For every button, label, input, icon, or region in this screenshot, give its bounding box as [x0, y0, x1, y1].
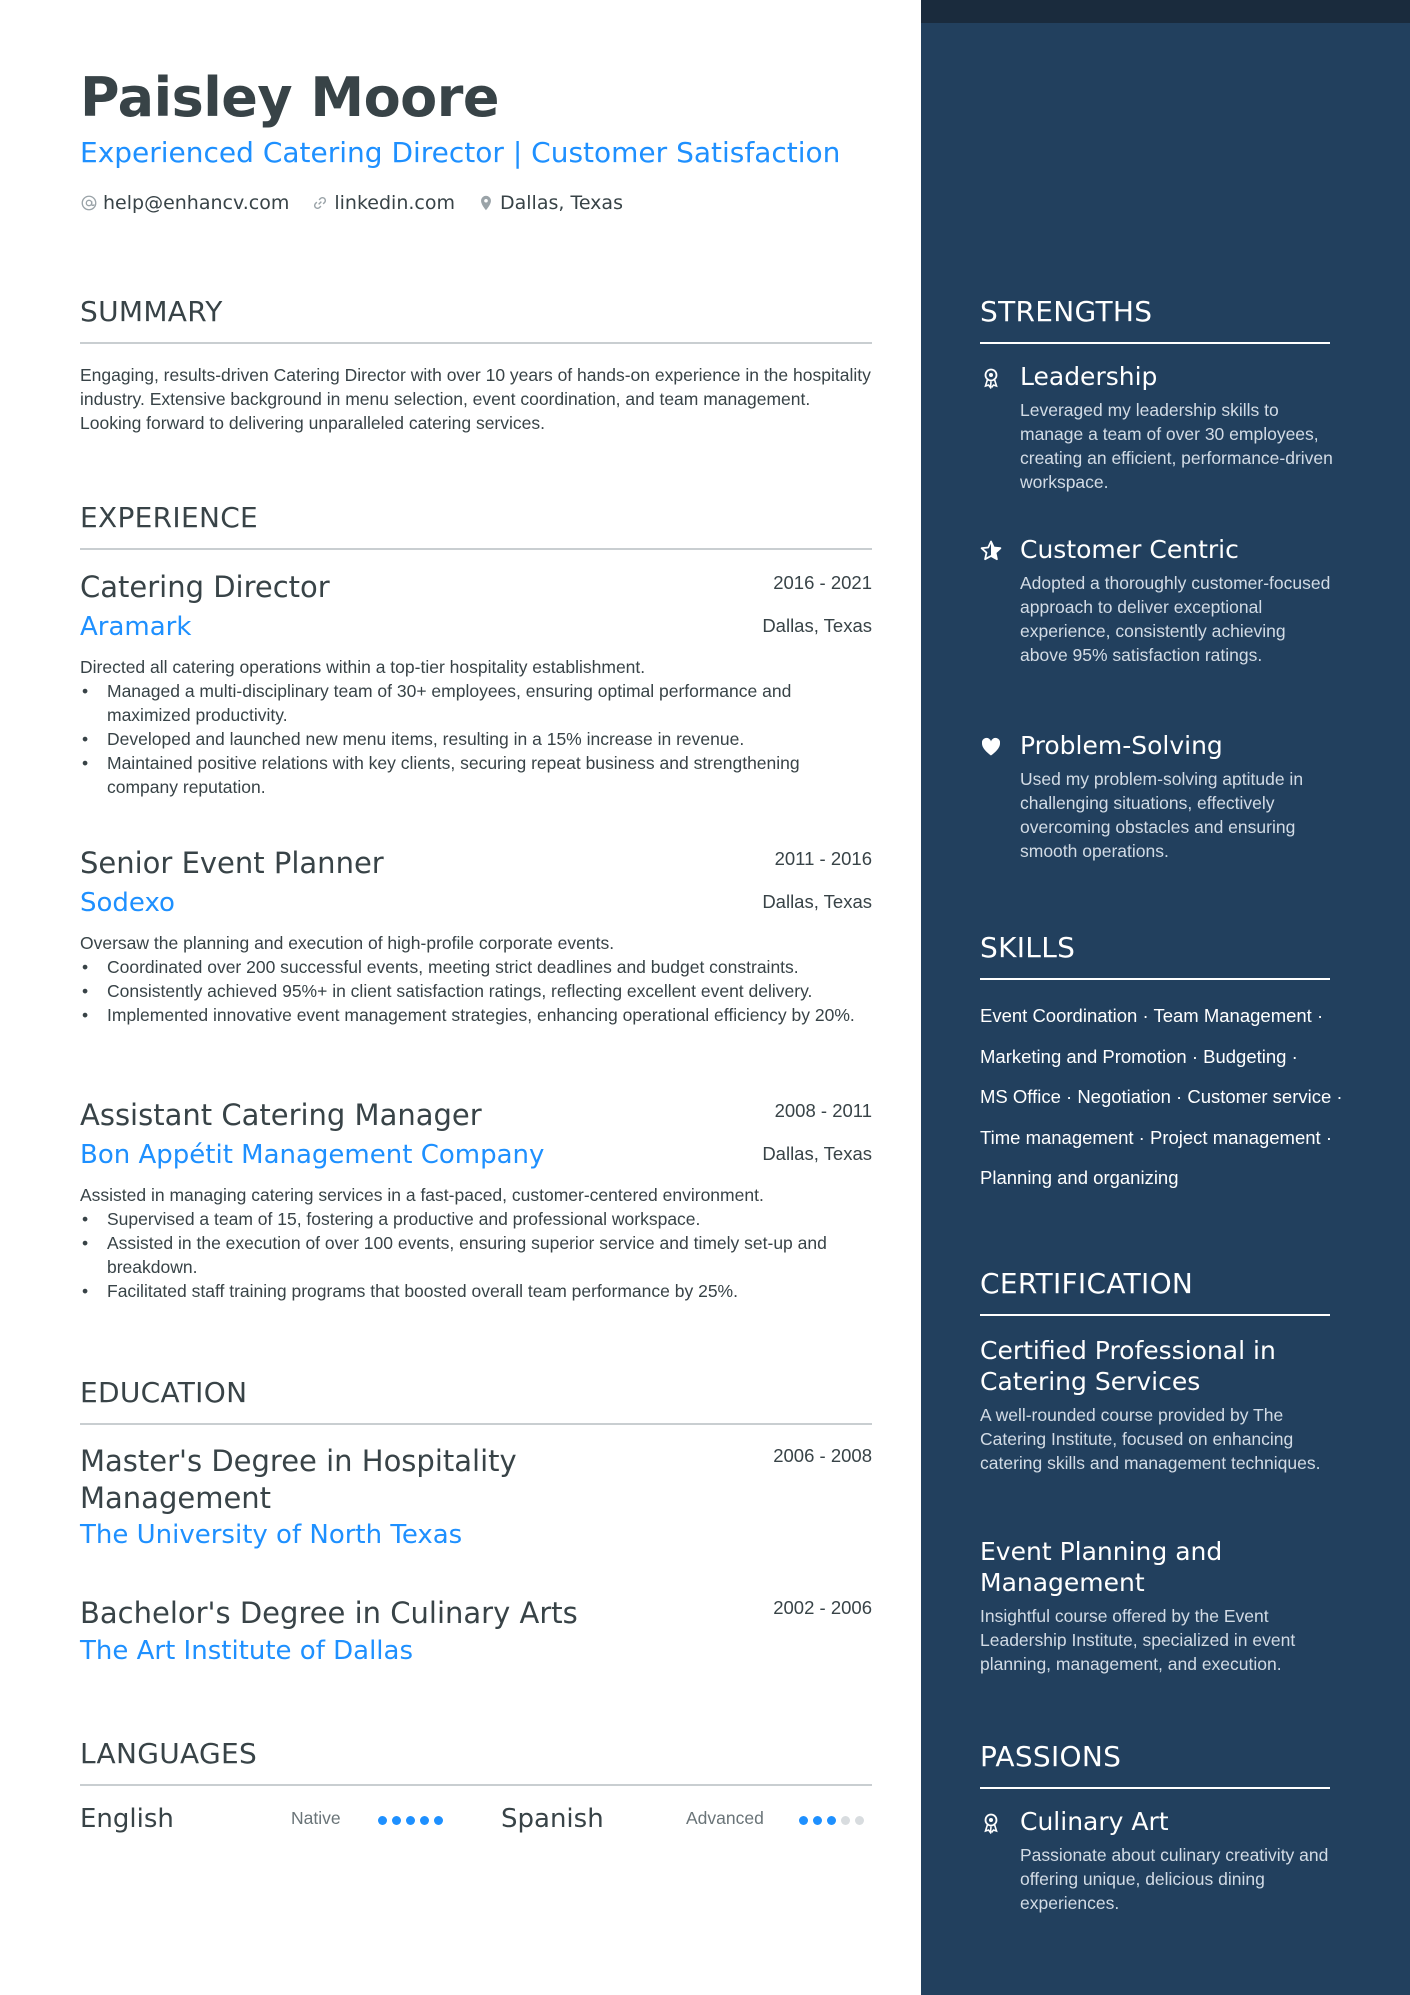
languages-heading: LANGUAGES	[80, 1737, 872, 1786]
strength-title: Problem-Solving	[1020, 731, 1223, 760]
job-company: Sodexo	[80, 888, 175, 918]
passions-heading: PASSIONS	[980, 1740, 1330, 1789]
certification-item	[980, 1335, 1330, 1475]
experience-heading: EXPERIENCE	[80, 501, 872, 550]
job-bullet: • Assisted in the execution of over 100 events, ensuring superior service and timely set-up and breakdown.	[80, 1231, 872, 1279]
sidebar-top-bar	[921, 0, 1410, 23]
job-title: Senior Event Planner	[80, 846, 384, 880]
job-description: Assisted in managing catering services in a fast-paced, customer-centered environment.	[80, 1185, 764, 1205]
language-item	[501, 1804, 872, 1836]
contact-linkedin[interactable]	[311, 192, 455, 214]
languages-row	[80, 1804, 872, 1836]
language-item	[80, 1804, 452, 1836]
degree-title: Bachelor's Degree in Culinary Arts	[80, 1596, 578, 1630]
email-text: help@enhancv.com	[103, 192, 290, 214]
degree-title: Master's Degree in Hospitality Management	[80, 1444, 517, 1515]
location-text: Dallas, Texas	[500, 192, 623, 214]
skill-line: Marketing and Promotion · Budgeting ·	[980, 1045, 1298, 1067]
certification-description: A well-rounded course provided by The Catering Institute, focused on enhancing catering skills and management techniques.	[980, 1405, 1321, 1473]
job-dates: 2016 - 2021	[773, 572, 872, 593]
link-icon	[311, 194, 329, 212]
skill-line: Time management · Project management ·	[980, 1126, 1332, 1148]
rating-dot-filled	[799, 1816, 808, 1825]
skill-line: Planning and organizing	[980, 1167, 1179, 1188]
rating-dot-filled	[392, 1816, 401, 1825]
certification-heading: CERTIFICATION	[980, 1267, 1330, 1316]
certification-description: Insightful course offered by the Event Leadership Institute, specialized in event planning, management, and execution.	[980, 1606, 1296, 1674]
job-company: Bon Appétit Management Company	[80, 1140, 545, 1170]
job-location: Dallas, Texas	[762, 891, 872, 912]
job-description: Oversaw the planning and execution of high-profile corporate events.	[80, 933, 615, 953]
job-bullet: • Coordinated over 200 successful events, meeting strict deadlines and budget constraints.	[80, 955, 872, 979]
strength-description: Adopted a thoroughly customer-focused approach to deliver exceptional experience, consistently achieving above 95% satisfaction ratings.	[1020, 573, 1331, 665]
school-name: The Art Institute of Dallas	[80, 1636, 413, 1666]
heart-icon	[980, 736, 1002, 758]
job-title: Catering Director	[80, 570, 330, 604]
job-bullet: • Supervised a team of 15, fostering a productive and professional workspace.	[80, 1207, 872, 1231]
award-ribbon-icon	[980, 1812, 1002, 1834]
strengths-heading: STRENGTHS	[980, 295, 1330, 344]
rating-dot-filled	[827, 1816, 836, 1825]
education-dates: 2002 - 2006	[773, 1597, 872, 1618]
passion-description: Passionate about culinary creativity and offering unique, delicious dining experiences.	[1020, 1845, 1329, 1913]
certification-title: Event Planning and Management	[980, 1537, 1223, 1597]
skill-line: Event Coordination · Team Management ·	[980, 1005, 1324, 1026]
education-heading: EDUCATION	[80, 1376, 872, 1425]
summary-heading: SUMMARY	[80, 295, 872, 344]
award-ribbon-icon	[980, 367, 1002, 389]
job-dates: 2008 - 2011	[774, 1100, 872, 1121]
passion-title: Culinary Art	[1020, 1807, 1169, 1836]
contact-bar	[80, 192, 645, 214]
job-bullet: • Developed and launched new menu items, resulting in a 15% increase in revenue.	[80, 727, 872, 751]
language-level: Advanced	[686, 1808, 764, 1828]
job-dates: 2011 - 2016	[774, 848, 872, 869]
rating-dot-filled	[813, 1816, 822, 1825]
certification-item	[980, 1536, 1330, 1676]
job-description: Directed all catering operations within a top-tier hospitality establishment.	[80, 657, 646, 677]
certification-title: Certified Professional in Catering Services	[980, 1336, 1276, 1396]
education-dates: 2006 - 2008	[773, 1445, 872, 1466]
job-bullet: • Maintained positive relations with key clients, securing repeat business and strengthening company reputation.	[80, 751, 872, 799]
map-pin-icon	[477, 194, 495, 212]
contact-email[interactable]	[80, 192, 289, 214]
rating-dot-empty	[855, 1816, 864, 1825]
job-location: Dallas, Texas	[762, 615, 872, 636]
job-bullet: • Facilitated staff training programs that boosted overall team performance by 25%.	[80, 1279, 872, 1303]
rating-dot-empty	[841, 1816, 850, 1825]
summary-text: Engaging, results-driven Catering Director with over 10 years of hands-on experience in the hospitality industry. Extensive background in menu selection, event coordination, and team management. Looking forward to delivering unparalleled catering services.	[80, 365, 871, 433]
language-name: English	[80, 1804, 174, 1834]
rating-dot-filled	[420, 1816, 429, 1825]
job-company: Aramark	[80, 612, 192, 642]
job-bullets	[80, 955, 872, 1027]
rating-dot-filled	[406, 1816, 415, 1825]
strength-description: Used my problem-solving aptitude in challenging situations, effectively overcoming obstacles and ensuring smooth operations.	[1020, 769, 1304, 861]
rating-dot-filled	[378, 1816, 387, 1825]
language-rating	[378, 1816, 448, 1825]
language-level: Native	[291, 1808, 341, 1828]
job-location: Dallas, Texas	[762, 1143, 872, 1164]
strength-title: Customer Centric	[1020, 535, 1239, 564]
contact-location	[477, 192, 623, 214]
skills-list	[980, 996, 1343, 1199]
linkedin-text: linkedin.com	[334, 192, 455, 214]
job-bullet: • Consistently achieved 95%+ in client satisfaction ratings, reflecting excellent event delivery.	[80, 979, 872, 1003]
at-sign-icon	[80, 194, 98, 212]
skills-heading: SKILLS	[980, 931, 1330, 980]
sidebar	[921, 0, 1410, 1995]
school-name: The University of North Texas	[80, 1520, 463, 1550]
language-rating	[799, 1816, 869, 1825]
language-name: Spanish	[501, 1804, 604, 1834]
job-bullet: • Managed a multi-disciplinary team of 30+ employees, ensuring optimal performance and maximized productivity.	[80, 679, 872, 727]
job-bullets	[80, 679, 872, 799]
job-bullet: • Implemented innovative event management strategies, enhancing operational efficiency by 20%.	[80, 1003, 872, 1027]
rating-dot-filled	[434, 1816, 443, 1825]
job-title: Assistant Catering Manager	[80, 1098, 482, 1132]
headline: Experienced Catering Director | Customer Satisfaction	[80, 136, 841, 169]
candidate-name: Paisley Moore	[80, 66, 500, 129]
star-icon	[980, 540, 1002, 562]
strength-description: Leveraged my leadership skills to manage a team of over 30 employees, creating an efficient, performance-driven workspace.	[1020, 400, 1333, 492]
job-bullets	[80, 1207, 872, 1303]
skill-line: MS Office · Negotiation · Customer service ·	[980, 1086, 1343, 1107]
strength-title: Leadership	[1020, 362, 1158, 391]
